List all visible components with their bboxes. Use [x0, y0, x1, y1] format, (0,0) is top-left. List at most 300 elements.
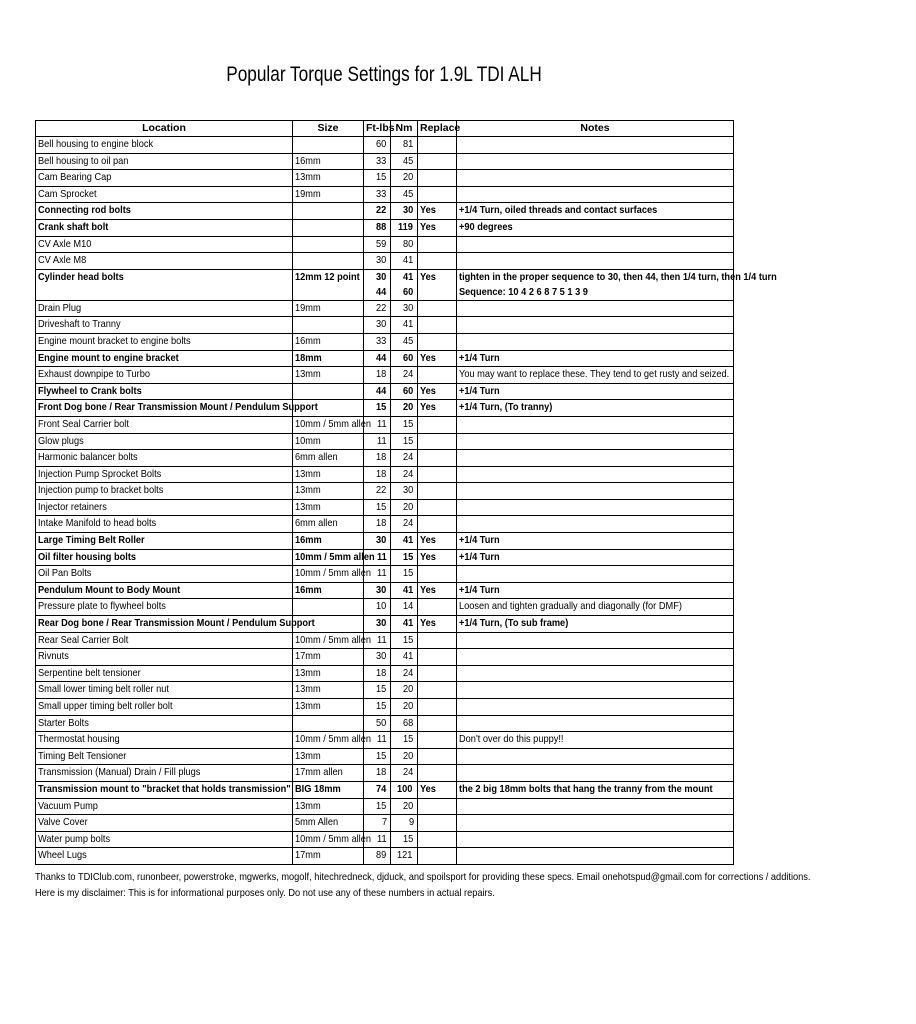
- cell-nm: 45: [391, 153, 418, 170]
- cell-location: Bell housing to oil pan: [36, 153, 293, 170]
- cell-size: 13mm: [293, 466, 364, 483]
- cell-size: 10mm / 5mm allen: [293, 831, 364, 848]
- cell-nm: 24: [391, 765, 418, 782]
- cell-location: Injection pump to bracket bolts: [36, 483, 293, 500]
- cell-ftlbs: 11: [364, 433, 391, 450]
- cell-notes: the 2 big 18mm bolts that hang the tranny from the mount: [457, 781, 734, 798]
- cell-size: [293, 599, 364, 616]
- table-row: [36, 533, 734, 550]
- cell-location: Serpentine belt tensioner: [36, 665, 293, 682]
- table-row: [36, 582, 734, 599]
- cell-notes: [457, 765, 734, 782]
- cell-size: 13mm: [293, 367, 364, 384]
- cell-nm: 15: [391, 416, 418, 433]
- cell-size: [293, 715, 364, 732]
- cell-ftlbs: 11: [364, 831, 391, 848]
- cell-replace: Yes: [418, 549, 457, 566]
- cell-replace: [418, 715, 457, 732]
- cell-replace: [418, 765, 457, 782]
- table-row: [36, 186, 734, 203]
- table-row: [36, 269, 734, 300]
- cell-ftlbs: 59: [364, 236, 391, 253]
- cell-location: Front Dog bone / Rear Transmission Mount / Pendulum Support: [36, 400, 293, 417]
- footer-thanks: Thanks to TDIClub.com, runonbeer, powerstroke, mgwerks, mogolf, hitechredneck, djduck, and spoilsport for providing these specs. Email onehotspud@gmail.com for corrections / additions.: [35, 871, 811, 883]
- table-row: [36, 300, 734, 317]
- cell-notes: +90 degrees: [457, 219, 734, 236]
- cell-notes: You may want to replace these. They tend to get rusty and seized.: [457, 367, 734, 384]
- cell-ftlbs: 74: [364, 781, 391, 798]
- cell-nm: 45: [391, 333, 418, 350]
- cell-notes: [457, 715, 734, 732]
- cell-notes: [457, 632, 734, 649]
- cell-replace: Yes: [418, 269, 457, 300]
- cell-size: 17mm: [293, 848, 364, 865]
- cell-notes: [457, 665, 734, 682]
- cell-notes: [457, 499, 734, 516]
- cell-notes: [457, 170, 734, 187]
- table-row: [36, 153, 734, 170]
- cell-location: Cam Bearing Cap: [36, 170, 293, 187]
- cell-location: Starter Bolts: [36, 715, 293, 732]
- cell-nm: 41: [391, 616, 418, 633]
- cell-size: 13mm: [293, 798, 364, 815]
- cell-location: Transmission (Manual) Drain / Fill plugs: [36, 765, 293, 782]
- cell-notes: [457, 831, 734, 848]
- cell-ftlbs: 22: [364, 483, 391, 500]
- cell-ftlbs: 7: [364, 815, 391, 832]
- cell-location: Engine mount bracket to engine bolts: [36, 333, 293, 350]
- cell-size: [293, 253, 364, 270]
- cell-location: Rear Dog bone / Rear Transmission Mount / Pendulum Support: [36, 616, 293, 633]
- cell-location: Exhaust downpipe to Turbo: [36, 367, 293, 384]
- table-row: [36, 253, 734, 270]
- cell-notes: [457, 649, 734, 666]
- cell-location: Drain Plug: [36, 300, 293, 317]
- cell-nm: 41: [391, 649, 418, 666]
- cell-ftlbs: 33: [364, 333, 391, 350]
- cell-location: Valve Cover: [36, 815, 293, 832]
- cell-nm: 60: [391, 350, 418, 367]
- table-row: [36, 781, 734, 798]
- table-row: [36, 416, 734, 433]
- cell-ftlbs: 22: [364, 300, 391, 317]
- column-header-ftlbs: Ft-lbs: [364, 121, 391, 137]
- column-header-location: Location: [36, 121, 293, 137]
- cell-location: CV Axle M10: [36, 236, 293, 253]
- cell-size: [293, 137, 364, 154]
- cell-notes: [457, 682, 734, 699]
- cell-replace: [418, 848, 457, 865]
- cell-nm: 15: [391, 566, 418, 583]
- cell-location: Intake Manifold to head bolts: [36, 516, 293, 533]
- cell-nm: 9: [391, 815, 418, 832]
- cell-nm: 121: [391, 848, 418, 865]
- cell-size: 13mm: [293, 483, 364, 500]
- cell-ftlbs: 30: [364, 533, 391, 550]
- cell-location: Engine mount to engine bracket: [36, 350, 293, 367]
- cell-ftlbs: 30: [364, 616, 391, 633]
- cell-ftlbs: 18: [364, 765, 391, 782]
- cell-nm: 80: [391, 236, 418, 253]
- cell-nm: 119: [391, 219, 418, 236]
- cell-location: Flywheel to Crank bolts: [36, 383, 293, 400]
- cell-location: Transmission mount to "bracket that holds transmission": [36, 781, 293, 798]
- cell-location: Oil Pan Bolts: [36, 566, 293, 583]
- cell-location: Thermostat housing: [36, 732, 293, 749]
- cell-replace: Yes: [418, 203, 457, 220]
- cell-location: Injector retainers: [36, 499, 293, 516]
- cell-notes: +1/4 Turn: [457, 533, 734, 550]
- table-row: [36, 632, 734, 649]
- column-header-notes: Notes: [457, 121, 734, 137]
- cell-notes: [457, 300, 734, 317]
- cell-notes: [457, 416, 734, 433]
- cell-size: 13mm: [293, 699, 364, 716]
- cell-location: Vacuum Pump: [36, 798, 293, 815]
- cell-size: 10mm / 5mm allen: [293, 549, 364, 566]
- cell-replace: [418, 433, 457, 450]
- cell-size: 19mm: [293, 300, 364, 317]
- cell-notes: tighten in the proper sequence to 30, then 44, then 1/4 turn, then 1/4 turn Sequence: 10 4 2 6 8 7 5 1 3 9: [457, 269, 734, 300]
- table-body: [36, 137, 777, 865]
- cell-nm: 41: [391, 582, 418, 599]
- cell-notes: [457, 798, 734, 815]
- cell-size: BIG 18mm: [293, 781, 364, 798]
- cell-size: 6mm allen: [293, 450, 364, 467]
- cell-notes: [457, 815, 734, 832]
- cell-replace: [418, 137, 457, 154]
- table-row: [36, 699, 734, 716]
- cell-ftlbs: 11: [364, 549, 391, 566]
- table-row: [36, 682, 734, 699]
- column-header-replace: Replace: [418, 121, 457, 137]
- cell-size: 13mm: [293, 499, 364, 516]
- cell-ftlbs: 30: [364, 253, 391, 270]
- cell-location: Injection Pump Sprocket Bolts: [36, 466, 293, 483]
- cell-notes: [457, 466, 734, 483]
- cell-nm: 20: [391, 798, 418, 815]
- torque-table: [35, 120, 777, 865]
- column-header-size: Size: [293, 121, 364, 137]
- table-row: [36, 317, 734, 334]
- cell-size: 10mm / 5mm allen: [293, 416, 364, 433]
- cell-ftlbs: 11: [364, 416, 391, 433]
- cell-replace: [418, 466, 457, 483]
- cell-replace: [418, 732, 457, 749]
- cell-notes: [457, 516, 734, 533]
- table-row: [36, 333, 734, 350]
- cell-nm: 60: [391, 383, 418, 400]
- cell-ftlbs: 18: [364, 665, 391, 682]
- cell-nm: 81: [391, 137, 418, 154]
- table-row: [36, 483, 734, 500]
- cell-location: Small upper timing belt roller bolt: [36, 699, 293, 716]
- table-row: [36, 748, 734, 765]
- cell-size: 13mm: [293, 748, 364, 765]
- cell-ftlbs: 18: [364, 450, 391, 467]
- cell-ftlbs: 30: [364, 582, 391, 599]
- footer: [35, 869, 916, 901]
- table-row: [36, 400, 734, 417]
- cell-location: Large Timing Belt Roller: [36, 533, 293, 550]
- cell-notes: +1/4 Turn, oiled threads and contact surfaces: [457, 203, 734, 220]
- cell-location: CV Axle M8: [36, 253, 293, 270]
- cell-replace: [418, 170, 457, 187]
- cell-size: 19mm: [293, 186, 364, 203]
- cell-size: 6mm allen: [293, 516, 364, 533]
- cell-ftlbs: 44: [364, 350, 391, 367]
- cell-nm: 20: [391, 499, 418, 516]
- table-row: [36, 466, 734, 483]
- cell-nm: 45: [391, 186, 418, 203]
- cell-notes: +1/4 Turn, (To tranny): [457, 400, 734, 417]
- cell-replace: Yes: [418, 350, 457, 367]
- table-row: [36, 649, 734, 666]
- cell-nm: 24: [391, 450, 418, 467]
- cell-notes: [457, 333, 734, 350]
- table-row: [36, 367, 734, 384]
- cell-notes: [457, 450, 734, 467]
- cell-location: Wheel Lugs: [36, 848, 293, 865]
- cell-nm: 24: [391, 367, 418, 384]
- table-row: [36, 433, 734, 450]
- cell-location: Rivnuts: [36, 649, 293, 666]
- cell-location: Pendulum Mount to Body Mount: [36, 582, 293, 599]
- cell-replace: [418, 333, 457, 350]
- cell-nm: 41: [391, 253, 418, 270]
- table-row: [36, 566, 734, 583]
- cell-notes: [457, 699, 734, 716]
- cell-size: 5mm Allen: [293, 815, 364, 832]
- table-row: [36, 170, 734, 187]
- table-row: [36, 665, 734, 682]
- cell-ftlbs: 30: [364, 649, 391, 666]
- cell-nm: 41: [391, 317, 418, 334]
- cell-size: 10mm / 5mm allen: [293, 732, 364, 749]
- cell-ftlbs: 11: [364, 632, 391, 649]
- cell-ftlbs: 30: [364, 317, 391, 334]
- cell-size: 13mm: [293, 170, 364, 187]
- cell-location: Timing Belt Tensioner: [36, 748, 293, 765]
- cell-location: Crank shaft bolt: [36, 219, 293, 236]
- cell-nm: 20: [391, 170, 418, 187]
- cell-notes: +1/4 Turn: [457, 582, 734, 599]
- table-row: [36, 831, 734, 848]
- cell-location: Oil filter housing bolts: [36, 549, 293, 566]
- table-row: [36, 616, 734, 633]
- cell-nm: 15: [391, 632, 418, 649]
- cell-replace: Yes: [418, 616, 457, 633]
- cell-notes: [457, 137, 734, 154]
- cell-nm: 30: [391, 300, 418, 317]
- cell-nm: 20: [391, 400, 418, 417]
- cell-location: Water pump bolts: [36, 831, 293, 848]
- cell-nm: 15: [391, 732, 418, 749]
- column-header-nm: Nm: [391, 121, 418, 137]
- cell-ftlbs: 15: [364, 699, 391, 716]
- table-row: [36, 499, 734, 516]
- cell-replace: [418, 516, 457, 533]
- cell-ftlbs: 15: [364, 499, 391, 516]
- cell-nm: 24: [391, 466, 418, 483]
- cell-size: 12mm 12 point: [293, 269, 364, 300]
- cell-notes: Loosen and tighten gradually and diagonally (for DMF): [457, 599, 734, 616]
- table-header-row: [36, 121, 734, 137]
- cell-notes: [457, 253, 734, 270]
- cell-ftlbs: 15: [364, 748, 391, 765]
- cell-replace: [418, 153, 457, 170]
- cell-size: 16mm: [293, 153, 364, 170]
- table-row: [36, 848, 734, 865]
- cell-location: Driveshaft to Tranny: [36, 317, 293, 334]
- table-row: [36, 765, 734, 782]
- cell-nm: 100: [391, 781, 418, 798]
- cell-replace: Yes: [418, 219, 457, 236]
- cell-location: Bell housing to engine block: [36, 137, 293, 154]
- cell-size: [293, 203, 364, 220]
- cell-replace: Yes: [418, 383, 457, 400]
- cell-size: 10mm: [293, 433, 364, 450]
- cell-replace: [418, 186, 457, 203]
- cell-replace: Yes: [418, 582, 457, 599]
- cell-notes: [457, 153, 734, 170]
- cell-replace: [418, 649, 457, 666]
- cell-nm: 68: [391, 715, 418, 732]
- cell-ftlbs: 15: [364, 170, 391, 187]
- cell-size: [293, 236, 364, 253]
- cell-replace: [418, 566, 457, 583]
- cell-ftlbs: 18: [364, 367, 391, 384]
- cell-ftlbs: 60: [364, 137, 391, 154]
- cell-location: Connecting rod bolts: [36, 203, 293, 220]
- cell-replace: Yes: [418, 400, 457, 417]
- cell-nm: 20: [391, 748, 418, 765]
- cell-notes: +1/4 Turn: [457, 549, 734, 566]
- cell-size: 10mm / 5mm allen: [293, 632, 364, 649]
- cell-ftlbs: 15: [364, 400, 391, 417]
- cell-notes: [457, 433, 734, 450]
- cell-nm: 41: [391, 533, 418, 550]
- cell-ftlbs: 11: [364, 566, 391, 583]
- cell-nm: 20: [391, 682, 418, 699]
- cell-location: Rear Seal Carrier Bolt: [36, 632, 293, 649]
- cell-location: Cylinder head bolts: [36, 269, 293, 300]
- cell-nm: 30: [391, 203, 418, 220]
- table-row: [36, 549, 734, 566]
- table-row: [36, 350, 734, 367]
- cell-size: 13mm: [293, 682, 364, 699]
- cell-size: 16mm: [293, 582, 364, 599]
- cell-size: 17mm: [293, 649, 364, 666]
- cell-replace: [418, 682, 457, 699]
- table-row: [36, 383, 734, 400]
- cell-notes: [457, 236, 734, 253]
- cell-replace: [418, 632, 457, 649]
- cell-location: Cam Sprocket: [36, 186, 293, 203]
- cell-notes: Don't over do this puppy!!: [457, 732, 734, 749]
- cell-notes: [457, 748, 734, 765]
- table-row: [36, 815, 734, 832]
- cell-nm: 24: [391, 516, 418, 533]
- cell-notes: [457, 848, 734, 865]
- cell-size: 17mm allen: [293, 765, 364, 782]
- table-row: [36, 798, 734, 815]
- cell-size: [293, 317, 364, 334]
- cell-notes: +1/4 Turn: [457, 350, 734, 367]
- cell-size: 18mm: [293, 350, 364, 367]
- cell-nm: 15: [391, 549, 418, 566]
- table-row: [36, 236, 734, 253]
- cell-notes: [457, 483, 734, 500]
- cell-size: [293, 383, 364, 400]
- cell-nm: 24: [391, 665, 418, 682]
- table-row: [36, 599, 734, 616]
- cell-nm: 20: [391, 699, 418, 716]
- cell-replace: [418, 317, 457, 334]
- cell-ftlbs: 15: [364, 798, 391, 815]
- table-row: [36, 516, 734, 533]
- cell-nm: 15: [391, 433, 418, 450]
- cell-replace: [418, 300, 457, 317]
- table-row: [36, 203, 734, 220]
- cell-ftlbs: 33: [364, 153, 391, 170]
- table-row: [36, 137, 734, 154]
- cell-notes: [457, 566, 734, 583]
- cell-replace: [418, 253, 457, 270]
- cell-ftlbs: 18: [364, 516, 391, 533]
- cell-size: 10mm / 5mm allen: [293, 566, 364, 583]
- cell-ftlbs: 33: [364, 186, 391, 203]
- cell-nm: 30: [391, 483, 418, 500]
- cell-notes: [457, 317, 734, 334]
- cell-ftlbs: 50: [364, 715, 391, 732]
- cell-notes: +1/4 Turn, (To sub frame): [457, 616, 734, 633]
- cell-replace: [418, 798, 457, 815]
- cell-ftlbs: 89: [364, 848, 391, 865]
- cell-location: Pressure plate to flywheel bolts: [36, 599, 293, 616]
- cell-replace: [418, 367, 457, 384]
- cell-notes: [457, 186, 734, 203]
- cell-replace: [418, 483, 457, 500]
- footer-disclaimer: Here is my disclaimer: This is for informational purposes only. Do not use any of these numbers in actual repairs.: [35, 887, 495, 899]
- cell-size: 16mm: [293, 333, 364, 350]
- cell-ftlbs: 15: [364, 682, 391, 699]
- cell-replace: [418, 699, 457, 716]
- cell-replace: Yes: [418, 781, 457, 798]
- cell-replace: [418, 416, 457, 433]
- cell-ftlbs: 44: [364, 383, 391, 400]
- cell-ftlbs: 30 44: [364, 269, 391, 300]
- cell-ftlbs: 22: [364, 203, 391, 220]
- cell-replace: [418, 665, 457, 682]
- cell-size: 16mm: [293, 533, 364, 550]
- table-row: [36, 715, 734, 732]
- cell-replace: Yes: [418, 533, 457, 550]
- cell-size: 13mm: [293, 665, 364, 682]
- cell-notes: +1/4 Turn: [457, 383, 734, 400]
- cell-nm: 15: [391, 831, 418, 848]
- cell-nm: 41 60: [391, 269, 418, 300]
- page-title: Popular Torque Settings for 1.9L TDI ALH: [226, 63, 542, 86]
- cell-ftlbs: 88: [364, 219, 391, 236]
- cell-replace: [418, 499, 457, 516]
- cell-location: Glow plugs: [36, 433, 293, 450]
- cell-location: Small lower timing belt roller nut: [36, 682, 293, 699]
- cell-replace: [418, 236, 457, 253]
- cell-ftlbs: 18: [364, 466, 391, 483]
- cell-replace: [418, 450, 457, 467]
- cell-location: Front Seal Carrier bolt: [36, 416, 293, 433]
